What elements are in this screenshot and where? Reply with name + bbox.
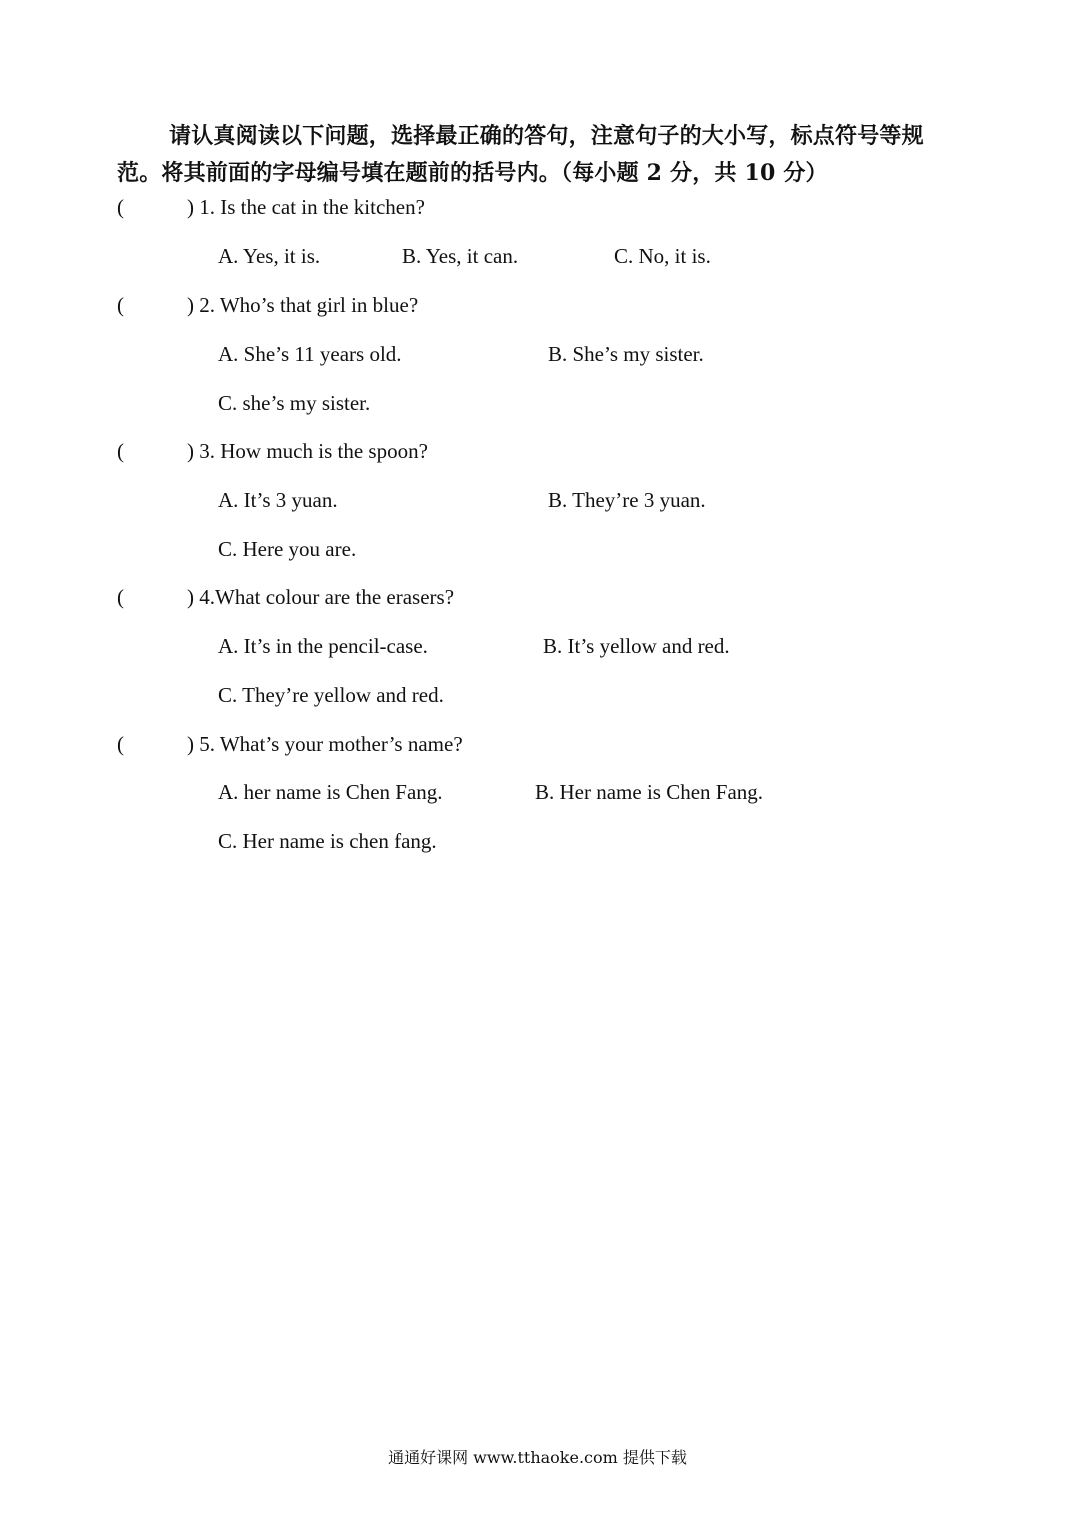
question-4-option-b: B. It’s yellow and red. [543,634,730,658]
question-5-option-c: C. Her name is chen fang. [218,829,437,853]
question-2-option-c: C. she’s my sister. [218,391,371,415]
question-3-option-a: A. It’s 3 yuan. [218,488,338,512]
question-4-option-c: C. They’re yellow and red. [218,683,444,707]
question-3-option-b: B. They’re 3 yuan. [548,488,706,512]
question-5-option-b: B. Her name is Chen Fang. [535,780,764,804]
instructions: 请认真阅读以下问题，选择最正确的答句，注意句子的大小写，标点符号等规范。将其前面的字母编号填在题前的括号内。（每小题 2 分，共 10 分） [117,123,924,186]
question-3-text: ) 3. How much is the spoon? [187,439,428,463]
question-2-option-b: B. She’s my sister. [548,342,704,366]
answer-blank-2[interactable]: ( [117,293,124,317]
answer-blank-1[interactable]: ( [117,195,124,219]
question-5-option-a: A. her name is Chen Fang. [218,780,443,804]
question-2-text: ) 2. Who’s that girl in blue? [187,293,419,317]
question-1-option-a: A. Yes, it is. [218,244,321,268]
question-2-option-a: A. She’s 11 years old. [218,342,402,366]
question-4-text: ) 4.What colour are the erasers? [187,585,455,609]
question-1-option-b: B. Yes, it can. [402,244,519,268]
answer-blank-5[interactable]: ( [117,732,124,756]
question-1-text: ) 1. Is the cat in the kitchen? [187,195,425,219]
question-3-option-c: C. Here you are. [218,537,357,561]
answer-blank-4[interactable]: ( [117,585,124,609]
answer-blank-3[interactable]: ( [117,439,124,463]
question-5-text: ) 5. What’s your mother’s name? [187,732,463,756]
question-4-option-a: A. It’s in the pencil-case. [218,634,428,658]
question-1-option-c: C. No, it is. [614,244,711,268]
footer-source: 通通好课网 www.tthaoke.com 提供下载 [388,1448,687,1467]
